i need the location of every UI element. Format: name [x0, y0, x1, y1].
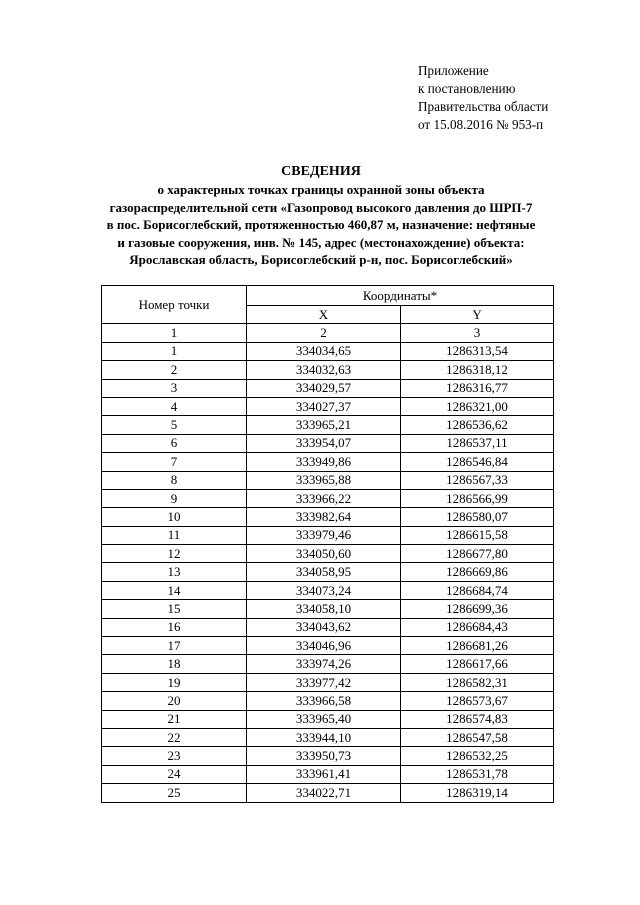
y-coordinate-cell: 1286580,07	[401, 508, 554, 526]
point-number-cell: 24	[102, 765, 247, 783]
table-row	[102, 710, 554, 728]
y-coordinate-cell: 1286684,74	[401, 581, 554, 599]
point-number-cell: 21	[102, 710, 247, 728]
x-coordinate-cell: 333977,42	[247, 673, 401, 691]
point-number-cell: 14	[102, 581, 247, 599]
table-row	[102, 526, 554, 544]
point-number-cell: 7	[102, 453, 247, 471]
appendix-line: Правительства области	[418, 99, 549, 114]
point-number-cell: 1	[102, 342, 247, 360]
y-coordinate-cell: 1286313,54	[401, 342, 554, 360]
point-number-cell: 2	[102, 361, 247, 379]
point-number-cell: 9	[102, 489, 247, 507]
subtitle-line: газораспределительной сети «Газопровод высокого давления до ШРП-7	[109, 199, 533, 215]
point-number-cell: 17	[102, 637, 247, 655]
y-coordinate-cell: 1286669,86	[401, 563, 554, 581]
x-coordinate-cell: 334073,24	[247, 581, 401, 599]
x-coordinate-cell: 333979,46	[247, 526, 401, 544]
y-coordinate-cell: 1286582,31	[401, 673, 554, 691]
document-title: СВЕДЕНИЯ	[281, 164, 361, 179]
subtitle-line: о характерных точках границы охранной зоны объекта	[157, 182, 485, 197]
point-number-cell: 12	[102, 545, 247, 563]
x-coordinate-cell: 334050,60	[247, 545, 401, 563]
y-coordinate-cell: 1286567,33	[401, 471, 554, 489]
table-row	[102, 600, 554, 618]
y-coordinate-cell: 1286566,99	[401, 489, 554, 507]
point-number-cell: 23	[102, 747, 247, 765]
point-number-cell: 6	[102, 434, 247, 452]
table-row	[102, 692, 554, 710]
appendix-line: к постановлению	[418, 81, 516, 96]
y-coordinate-cell: 1286531,78	[401, 765, 554, 783]
table-row	[102, 342, 554, 360]
point-number-cell: 5	[102, 416, 247, 434]
x-coordinate-cell: 333965,21	[247, 416, 401, 434]
table-body	[102, 342, 554, 802]
y-coordinate-cell: 1286321,00	[401, 397, 554, 415]
title-block	[90, 163, 552, 269]
x-coordinate-cell: 334046,96	[247, 637, 401, 655]
y-coordinate-cell: 1286316,77	[401, 379, 554, 397]
table-row	[102, 471, 554, 489]
table-row	[102, 489, 554, 507]
x-coordinate-cell: 333949,86	[247, 453, 401, 471]
point-number-cell: 16	[102, 618, 247, 636]
point-number-cell: 15	[102, 600, 247, 618]
y-coordinate-cell: 1286573,67	[401, 692, 554, 710]
x-coordinate-cell: 334058,10	[247, 600, 401, 618]
index-cell: 1	[102, 324, 247, 342]
y-coordinate-cell: 1286319,14	[401, 784, 554, 802]
appendix-line: Приложение	[418, 63, 489, 78]
subtitle-line: в пос. Борисоглебский, протяженностью 460,87 м, назначение: нефтяные	[106, 217, 536, 233]
table-row	[102, 508, 554, 526]
table-row	[102, 784, 554, 802]
y-coordinate-cell: 1286615,58	[401, 526, 554, 544]
point-number-cell: 11	[102, 526, 247, 544]
x-coordinate-cell: 333982,64	[247, 508, 401, 526]
table-row	[102, 453, 554, 471]
x-coordinate-cell: 333950,73	[247, 747, 401, 765]
x-coordinate-cell: 334029,57	[247, 379, 401, 397]
table-row	[102, 545, 554, 563]
x-coordinate-cell: 333965,88	[247, 471, 401, 489]
table-row	[102, 416, 554, 434]
point-number-cell: 25	[102, 784, 247, 802]
table-row	[102, 765, 554, 783]
x-coordinate-cell: 333965,40	[247, 710, 401, 728]
y-coordinate-cell: 1286318,12	[401, 361, 554, 379]
y-coordinate-cell: 1286537,11	[401, 434, 554, 452]
table-row	[102, 655, 554, 673]
table-row	[102, 637, 554, 655]
x-coordinate-cell: 333966,58	[247, 692, 401, 710]
table-row	[102, 728, 554, 746]
x-coordinate-cell: 334027,37	[247, 397, 401, 415]
index-row	[102, 324, 554, 342]
header-coordinates: Координаты*	[247, 286, 554, 306]
table-row	[102, 563, 554, 581]
x-coordinate-cell: 333954,07	[247, 434, 401, 452]
subtitle-line: Ярославская область, Борисоглебский р-н, пос. Борисоглебский»	[129, 252, 513, 268]
y-coordinate-cell: 1286532,25	[401, 747, 554, 765]
x-coordinate-cell: 333944,10	[247, 728, 401, 746]
y-coordinate-cell: 1286699,36	[401, 600, 554, 618]
x-coordinate-cell: 334032,63	[247, 361, 401, 379]
point-number-cell: 20	[102, 692, 247, 710]
subtitle-line: и газовые сооружения, инв. № 145, адрес (местонахождение) объекта:	[117, 234, 525, 250]
point-number-cell: 22	[102, 728, 247, 746]
y-coordinate-cell: 1286684,43	[401, 618, 554, 636]
y-coordinate-cell: 1286681,26	[401, 637, 554, 655]
table-row	[102, 434, 554, 452]
y-coordinate-cell: 1286536,62	[401, 416, 554, 434]
coordinates-table	[101, 285, 554, 803]
x-coordinate-cell: 334022,71	[247, 784, 401, 802]
x-coordinate-cell: 334043,62	[247, 618, 401, 636]
point-number-cell: 3	[102, 379, 247, 397]
table-row	[102, 397, 554, 415]
index-cell: 2	[247, 324, 401, 342]
header-y: Y	[401, 306, 554, 324]
x-coordinate-cell: 334034,65	[247, 342, 401, 360]
x-coordinate-cell: 333974,26	[247, 655, 401, 673]
y-coordinate-cell: 1286677,80	[401, 545, 554, 563]
appendix-line: от 15.08.2016 № 953-п	[418, 117, 544, 132]
x-coordinate-cell: 333961,41	[247, 765, 401, 783]
header-point-number: Номер точки	[102, 286, 247, 324]
point-number-cell: 19	[102, 673, 247, 691]
y-coordinate-cell: 1286617,66	[401, 655, 554, 673]
point-number-cell: 13	[102, 563, 247, 581]
point-number-cell: 10	[102, 508, 247, 526]
point-number-cell: 4	[102, 397, 247, 415]
point-number-cell: 8	[102, 471, 247, 489]
x-coordinate-cell: 334058,95	[247, 563, 401, 581]
header-x: X	[247, 306, 401, 324]
index-cell: 3	[401, 324, 554, 342]
table-row	[102, 747, 554, 765]
point-number-cell: 18	[102, 655, 247, 673]
y-coordinate-cell: 1286547,58	[401, 728, 554, 746]
table-row	[102, 581, 554, 599]
table-row	[102, 673, 554, 691]
y-coordinate-cell: 1286574,83	[401, 710, 554, 728]
y-coordinate-cell: 1286546,84	[401, 453, 554, 471]
appendix-block	[418, 62, 548, 134]
table-row	[102, 361, 554, 379]
table-row	[102, 379, 554, 397]
x-coordinate-cell: 333966,22	[247, 489, 401, 507]
table-row	[102, 618, 554, 636]
